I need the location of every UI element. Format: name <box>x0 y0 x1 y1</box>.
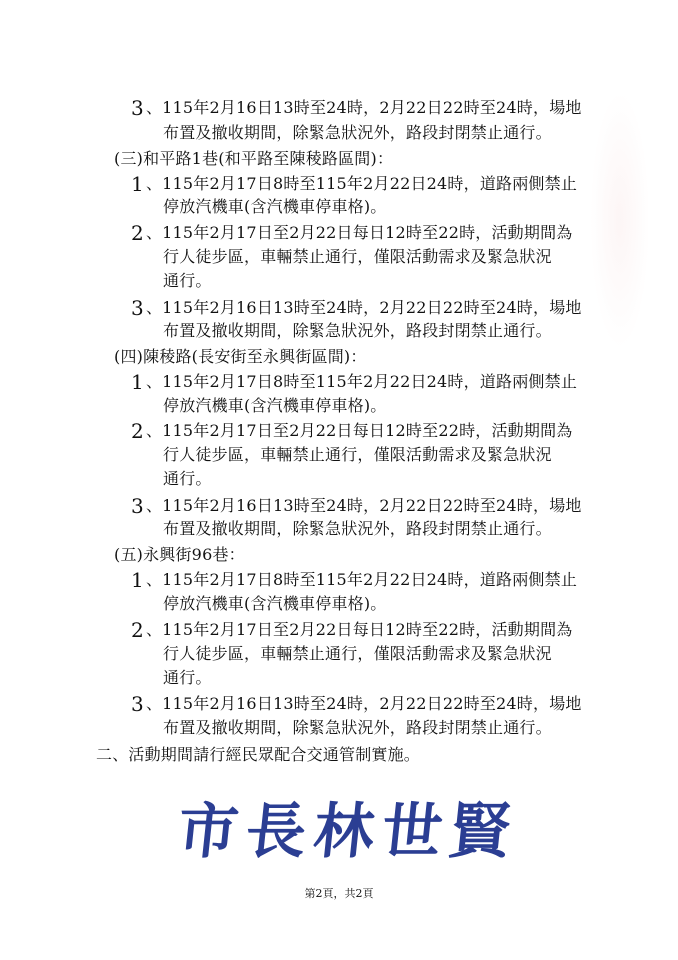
item-2-line-3: 通行。 <box>163 271 212 290</box>
item-number: 3 <box>131 296 144 320</box>
section-heading: (三)和平路1巷(和平路至陳稜路區間)： <box>114 149 394 168</box>
item-3-line-1: 3 、115年2月16日13時至24時，2月22日22時至24時，場地 <box>131 296 582 320</box>
item-3-line-2: 布置及撤收期間，除緊急狀況外，路段封閉禁止通行。 <box>163 123 552 142</box>
item-number: 3 <box>131 96 144 120</box>
item-number: 1 <box>131 568 144 592</box>
section-heading: (四)陳稜路(長安街至永興街區間)： <box>114 347 367 366</box>
item-2-line-2: 行人徒步區，車輛禁止通行，僅限活動需求及緊急狀況 <box>163 445 552 464</box>
item-2-line-1: 2 、115年2月17日至2月22日每日12時至22時，活動期間為 <box>131 419 573 443</box>
page-number: 第2頁，共2頁 <box>304 887 374 900</box>
item-number: 3 <box>131 494 144 518</box>
item-number: 2 <box>131 419 144 443</box>
item-number: 1 <box>131 172 144 196</box>
item-3-line-2: 布置及撤收期間，除緊急狀況外，路段封閉禁止通行。 <box>163 321 552 340</box>
item-3-line-1: 3 、115年2月16日13時至24時，2月22日22時至24時，場地 <box>131 692 582 716</box>
item-1-line-1: 1 、115年2月17日8時至115年2月22日24時，道路兩側禁止 <box>131 370 578 394</box>
item-1-line-1: 1 、115年2月17日8時至115年2月22日24時，道路兩側禁止 <box>131 568 578 592</box>
item-2-line-2: 行人徒步區，車輛禁止通行，僅限活動需求及緊急狀況 <box>163 644 552 663</box>
item-1-line-2: 停放汽機車(含汽機車停車格)。 <box>163 197 387 216</box>
item-1-line-2: 停放汽機車(含汽機車停車格)。 <box>163 396 387 415</box>
paper-stain <box>590 90 650 350</box>
item-number: 2 <box>131 618 144 642</box>
item-2-line-3: 通行。 <box>163 469 212 488</box>
item-1-line-1: 1 、115年2月17日8時至115年2月22日24時，道路兩側禁止 <box>131 172 578 196</box>
item-3-line-2: 布置及撤收期間，除緊急狀況外，路段封閉禁止通行。 <box>163 519 552 538</box>
closing-clause: 二、活動期間請行經民眾配合交通管制實施。 <box>96 745 421 764</box>
item-2-line-3: 通行。 <box>163 668 212 687</box>
item-number: 3 <box>131 692 144 716</box>
item-number: 1 <box>131 370 144 394</box>
mayor-signature-seal: 市長林世賢 <box>174 797 522 867</box>
item-3-line-2: 布置及撤收期間，除緊急狀況外，路段封閉禁止通行。 <box>163 718 552 737</box>
section-heading: (五)永興街96巷： <box>114 545 245 564</box>
item-3-line-1: 3 、115年2月16日13時至24時，2月22日22時至24時，場地 <box>131 96 582 120</box>
item-2-line-2: 行人徒步區，車輛禁止通行，僅限活動需求及緊急狀況 <box>163 247 552 266</box>
item-2-line-1: 2 、115年2月17日至2月22日每日12時至22時，活動期間為 <box>131 618 573 642</box>
item-number: 2 <box>131 221 144 245</box>
item-1-line-2: 停放汽機車(含汽機車停車格)。 <box>163 594 387 613</box>
item-2-line-1: 2 、115年2月17日至2月22日每日12時至22時，活動期間為 <box>131 221 573 245</box>
item-3-line-1: 3 、115年2月16日13時至24時，2月22日22時至24時，場地 <box>131 494 582 518</box>
